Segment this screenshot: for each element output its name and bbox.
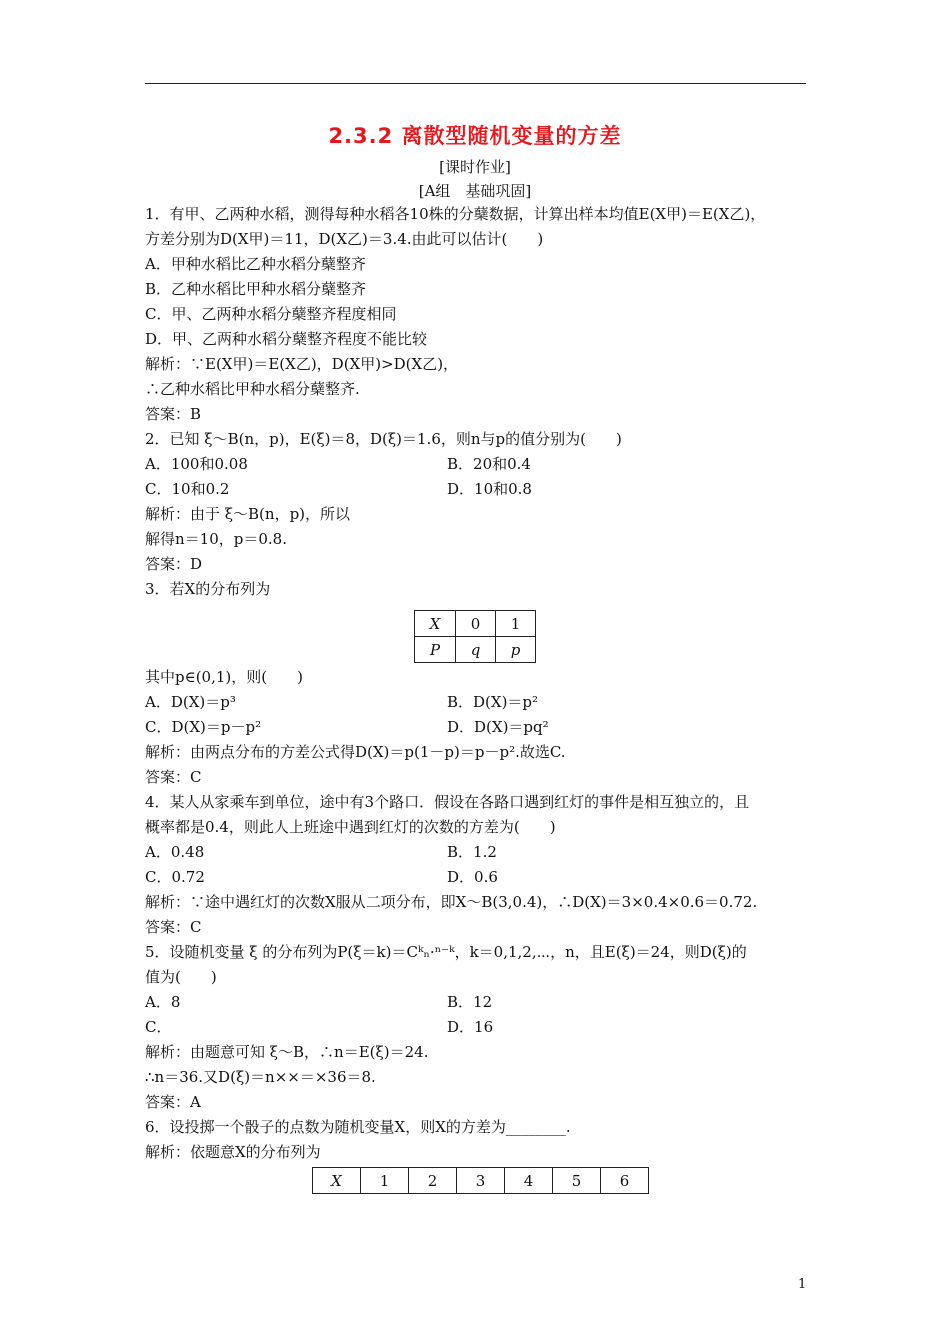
option-row: [145, 452, 810, 477]
table-cell: q: [456, 637, 496, 663]
option-row: [145, 990, 810, 1015]
option-c: C．0.72: [145, 868, 205, 886]
table-cell: P: [415, 637, 456, 663]
option-d: D．0.6: [447, 868, 498, 886]
table-cell: 4: [505, 1168, 553, 1194]
table-cell: 5: [553, 1168, 601, 1194]
text-line: 解析：依题意X的分布列为: [145, 1143, 321, 1161]
text-line: A．甲种水稻比乙种水稻分蘖整齐: [145, 255, 366, 273]
option-d: D．10和0.8: [447, 480, 532, 498]
table-cell: X: [313, 1168, 361, 1194]
text-line: 值为( ): [145, 968, 217, 986]
page-title: 2.3.2 离散型随机变量的方差: [328, 124, 622, 148]
text-line: 答案：D: [145, 555, 203, 573]
text-line: 解析：∵途中遇红灯的次数X服从二项分布，即X～B(3,0.4)，∴D(X)＝3×0.4×0.6＝0.72.: [145, 893, 758, 911]
text-line: D．甲、乙两种水稻分蘖整齐程度不能比较: [145, 330, 428, 348]
text-line: 答案：A: [145, 1093, 201, 1111]
option-c: C．D(X)＝p－p²: [145, 718, 262, 736]
table-cell: X: [415, 611, 456, 637]
text-line: 4．某人从家乘车到单位，途中有3个路口．假设在各路口遇到红灯的事件是相互独立的，且: [145, 793, 750, 811]
option-b: B．20和0.4: [447, 455, 531, 473]
text-line: 3．若X的分布列为: [145, 580, 271, 598]
text-line: 解析：由两点分布的方差公式得D(X)＝p(1－p)＝p－p².故选C.: [145, 743, 566, 761]
table-cell: 1: [361, 1168, 409, 1194]
option-d: D．16: [447, 1018, 494, 1036]
option-row: [145, 1015, 810, 1040]
text-line: C．甲、乙两种水稻分蘖整齐程度相同: [145, 305, 397, 323]
distribution-table-q6: [312, 1167, 649, 1194]
table-cell: 1: [496, 611, 536, 637]
option-a: A．8: [145, 993, 181, 1011]
table-cell: 6: [601, 1168, 649, 1194]
option-c: C．10和0.2: [145, 480, 230, 498]
text-line: ∴n＝36.又D(ξ)＝n××＝×36＝8.: [145, 1068, 376, 1086]
text-line: 其中p∈(0,1)，则( ): [145, 668, 303, 686]
text-line: 解得n＝10，p＝0.8.: [145, 530, 287, 548]
text-line: 解析：由于 ξ～B(n，p)，所以: [145, 505, 351, 523]
option-a: A．0.48: [145, 843, 205, 861]
option-row: [145, 865, 810, 890]
option-b: B．12: [447, 993, 493, 1011]
text-line: ∴乙种水稻比甲种水稻分蘖整齐.: [145, 380, 360, 398]
option-d: D．D(X)＝pq²: [447, 718, 549, 736]
option-row: [145, 840, 810, 865]
table-cell: 0: [456, 611, 496, 637]
text-line: B．乙种水稻比甲种水稻分蘖整齐: [145, 280, 367, 298]
subtitle-group: [A组 基础巩固]: [418, 182, 532, 200]
text-line: 答案：B: [145, 405, 202, 423]
table-cell: 3: [457, 1168, 505, 1194]
option-b: B．1.2: [447, 843, 497, 861]
text-line: 方差分别为D(X甲)＝11，D(X乙)＝3.4.由此可以估计( ): [145, 230, 544, 248]
distribution-table-q3: [414, 610, 536, 663]
text-line: 答案：C: [145, 768, 202, 786]
page-number: 1: [798, 1277, 807, 1292]
option-c: C．: [145, 1018, 172, 1036]
text-line: 6．设投掷一个骰子的点数为随机变量X，则X的方差为________.: [145, 1118, 571, 1136]
text-line: 答案：C: [145, 918, 202, 936]
option-row: [145, 690, 810, 715]
text-line: 解析：由题意可知 ξ～B，∴n＝E(ξ)＝24.: [145, 1043, 429, 1061]
text-line: 5．设随机变量 ξ 的分布列为P(ξ＝k)＝Cᵏₙ·ⁿ⁻ᵏ，k＝0,1,2,⋯，n，且E(ξ)＝24，则D(ξ)的: [145, 943, 747, 961]
text-line: 解析：∵E(X甲)＝E(X乙)，D(X甲)>D(X乙)，: [145, 355, 459, 373]
option-row: [145, 715, 810, 740]
option-a: A．100和0.08: [145, 455, 248, 473]
option-b: B．D(X)＝p²: [447, 693, 539, 711]
table-cell: 2: [409, 1168, 457, 1194]
document-body: [145, 202, 810, 1194]
text-line: 2．已知 ξ～B(n，p)，E(ξ)＝8，D(ξ)＝1.6，则n与p的值分别为( ): [145, 430, 622, 448]
subtitle-homework: [课时作业]: [439, 158, 511, 176]
option-a: A．D(X)＝p³: [145, 693, 236, 711]
header-rule: [145, 83, 806, 84]
option-row: [145, 477, 810, 502]
text-line: 概率都是0.4，则此人上班途中遇到红灯的次数的方差为( ): [145, 818, 556, 836]
table-cell: p: [496, 637, 536, 663]
text-line: 1．有甲、乙两种水稻，测得每种水稻各10株的分蘖数据，计算出样本均值E(X甲)＝E(X乙)，: [145, 205, 766, 223]
